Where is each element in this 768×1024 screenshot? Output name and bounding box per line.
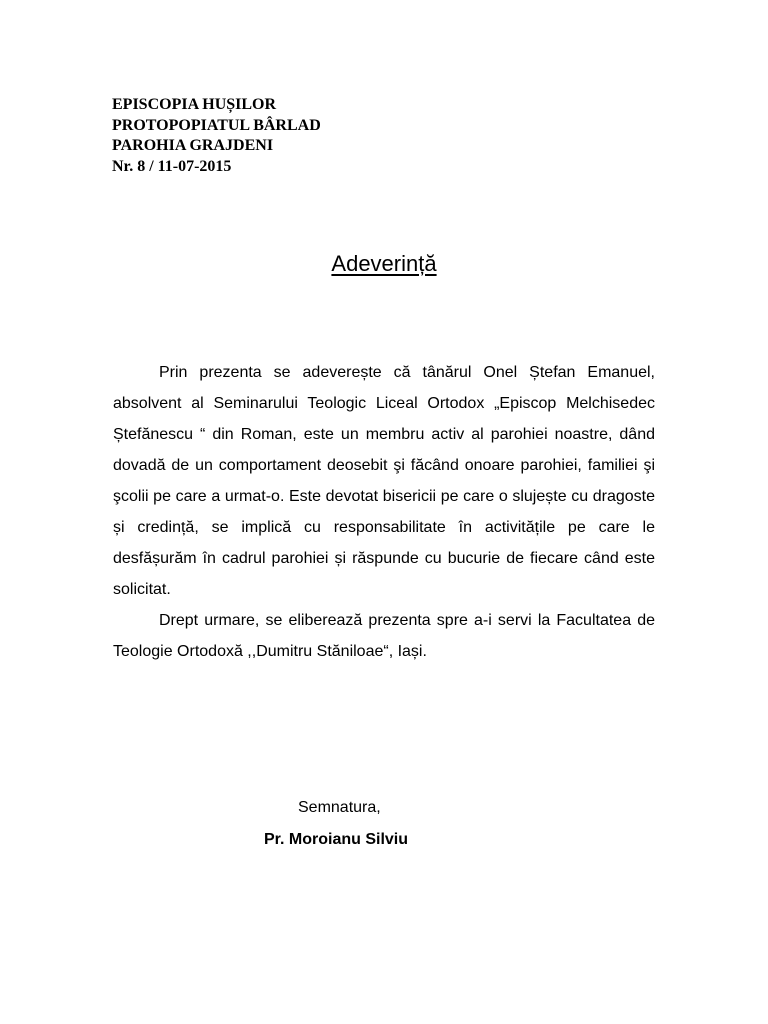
body-paragraph: Drept urmare, se eliberează prezenta spre a-i servi la Facultatea de Teologie Ortodoxă ,,Dumitru Stăniloae“, Iași. — [113, 612, 655, 660]
header-registration-number: Nr. 8 / 11-07-2015 — [112, 157, 232, 175]
signatory-name: Pr. Moroianu Silviu — [264, 831, 409, 848]
signature-label: Semnatura, — [298, 799, 381, 816]
header-parish: PAROHIA GRAJDENI — [112, 137, 274, 154]
header-diocese: EPISCOPIA HUȘILOR — [112, 96, 277, 113]
document-header — [112, 95, 321, 177]
document-title-text: Adeverință — [331, 251, 437, 276]
header-deanery: PROTOPOPIATUL BÂRLAD — [112, 116, 321, 134]
body-paragraph: Prin prezenta se adeverește că tânărul Onel Ștefan Emanuel, absolvent al Seminarului Teologic Liceal Ortodox „Episcop Melchisedec Ștefănescu “ din Roman, este un membru activ al parohiei noastre, dând dovadă de un comportament deosebit şi făcând onoare parohiei, familiei şi şcolii pe care a urmat-o. Este devotat bisericii pe care o slujește cu dragoste și credință, se implică cu responsabilitate în activitățile pe care le desfășurăm în cadrul parohiei și răspunde cu bucurie de fiecare când este solicitat. — [113, 364, 655, 598]
document-body — [113, 357, 655, 667]
document-title — [0, 250, 768, 278]
